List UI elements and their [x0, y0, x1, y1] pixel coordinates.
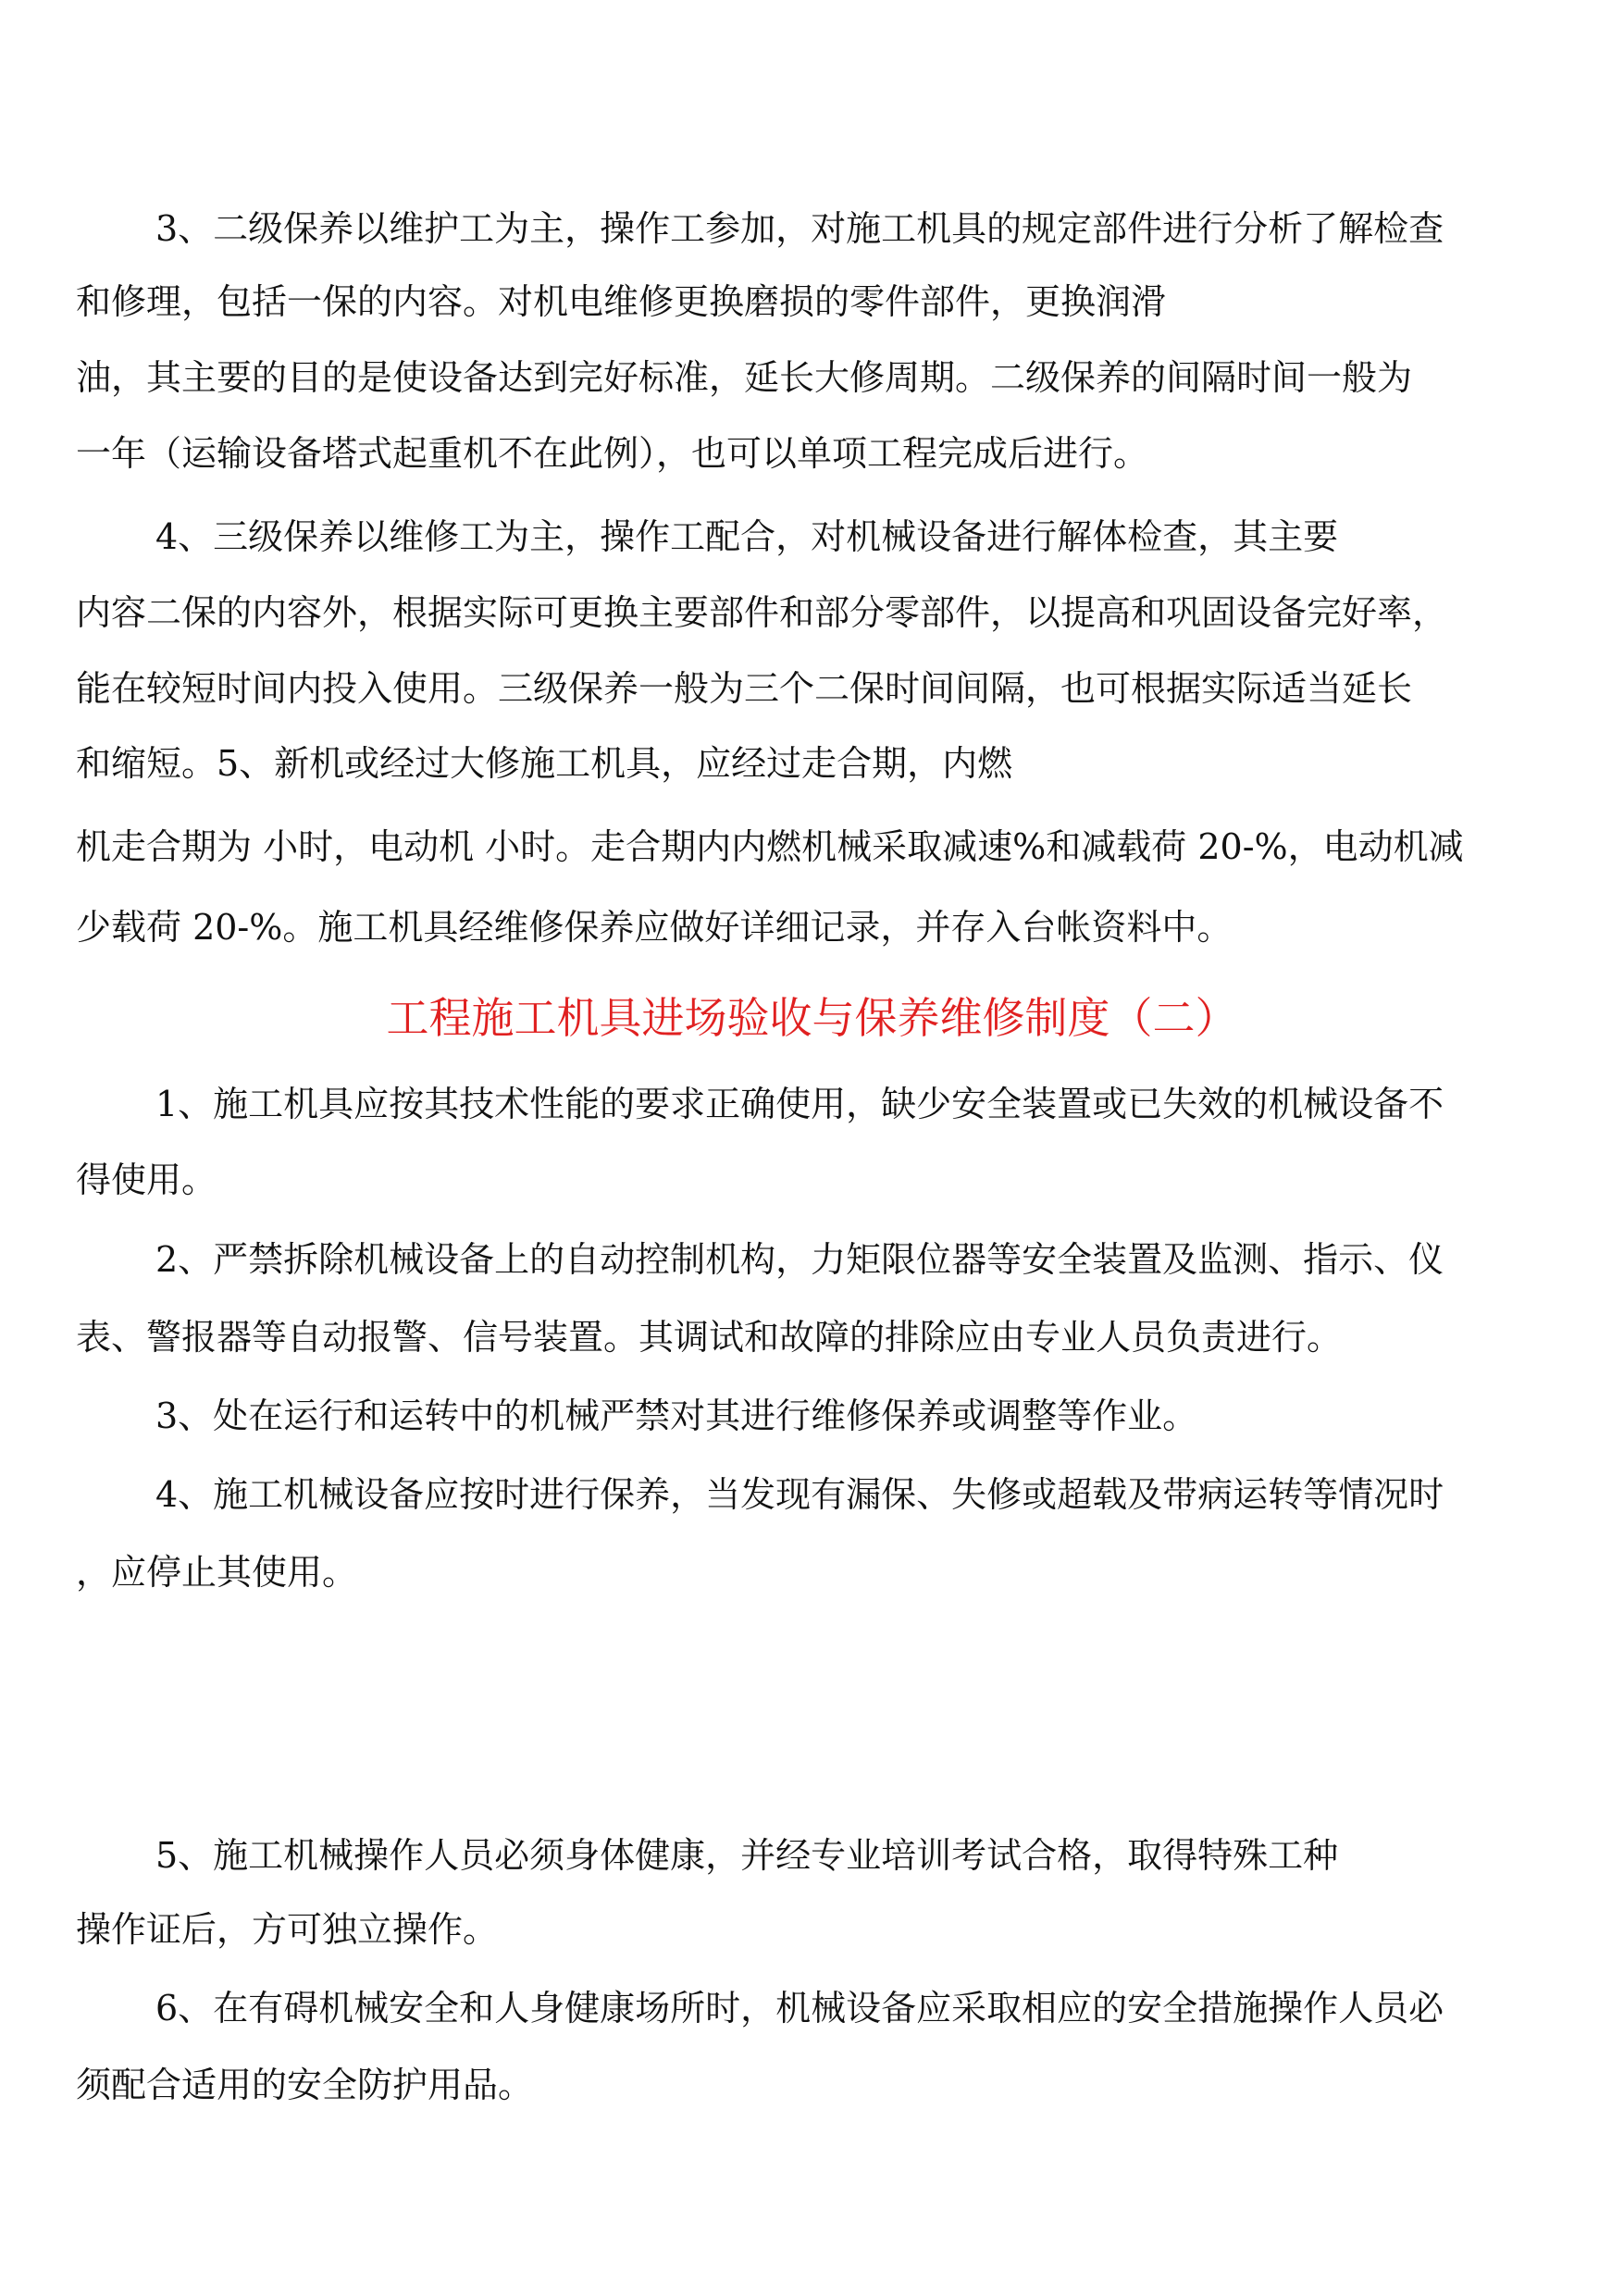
- paragraph-line: 5、施工机械操作人员必须身体健康，并经专业培训考试合格，取得特殊工种: [155, 1835, 1339, 1876]
- paragraph-line: 和修理，包括一保的内容。对机电维修更换磨损的零件部件，更换润滑: [76, 281, 1167, 322]
- paragraph-line: 和缩短。5、新机或经过大修施工机具，应经过走合期，内燃: [76, 743, 1013, 784]
- paragraph-line: 6、在有碍机械安全和人身健康场所时，机械设备应采取相应的安全措施操作人员必: [155, 1988, 1444, 2028]
- paragraph-line: 表、警报器等自动报警、信号装置。其调试和故障的排除应由专业人员负责进行。: [76, 1317, 1343, 1358]
- paragraph-line: 4、三级保养以维修工为主，操作工配合，对机械设备进行解体检查，其主要: [155, 516, 1339, 557]
- paragraph-line: 4、施工机械设备应按时进行保养，当发现有漏保、失修或超载及带病运转等情况时: [155, 1474, 1444, 1515]
- paragraph-line: 少载荷 20-%。施工机具经维修保养应做好详细记录，并存入台帐资料中。: [76, 907, 1233, 948]
- paragraph-line: ，应停止其使用。: [76, 1552, 358, 1593]
- paragraph-line: 3、二级保养以维护工为主，操作工参加，对施工机具的规定部件进行分析了解检查: [155, 208, 1444, 249]
- paragraph-line: 得使用。: [76, 1160, 217, 1200]
- section-title: 工程施工机具进场验收与保养维修制度（二）: [386, 993, 1238, 1043]
- paragraph-line: 一年（运输设备塔式起重机不在此例），也可以单项工程完成后进行。: [76, 433, 1149, 474]
- paragraph-line: 内容二保的内容外，根据实际可更换主要部件和部分零部件，以提高和巩固设备完好率，: [76, 592, 1448, 633]
- paragraph-line: 2、严禁拆除机械设备上的自动控制机构，力矩限位器等安全装置及监测、指示、仪: [155, 1239, 1444, 1280]
- paragraph-line: 须配合适用的安全防护用品。: [76, 2065, 534, 2105]
- paragraph-line: 1、施工机具应按其技术性能的要求正确使用，缺少安全装置或已失效的机械设备不: [155, 1084, 1444, 1124]
- paragraph-line: 操作证后，方可独立操作。: [76, 1909, 499, 1950]
- paragraph-line: 3、处在运行和运转中的机械严禁对其进行维修保养或调整等作业。: [155, 1396, 1198, 1436]
- paragraph-line: 机走合期为 小时，电动机 小时。走合期内内燃机械采取减速%和减载荷 20-%，电动机减: [76, 826, 1464, 867]
- paragraph-line: 能在较短时间内投入使用。三级保养一般为三个二保时间间隔，也可根据实际适当延长: [76, 668, 1413, 709]
- paragraph-line: 油，其主要的目的是使设备达到完好标准，延长大修周期。二级保养的间隔时间一般为: [76, 357, 1413, 398]
